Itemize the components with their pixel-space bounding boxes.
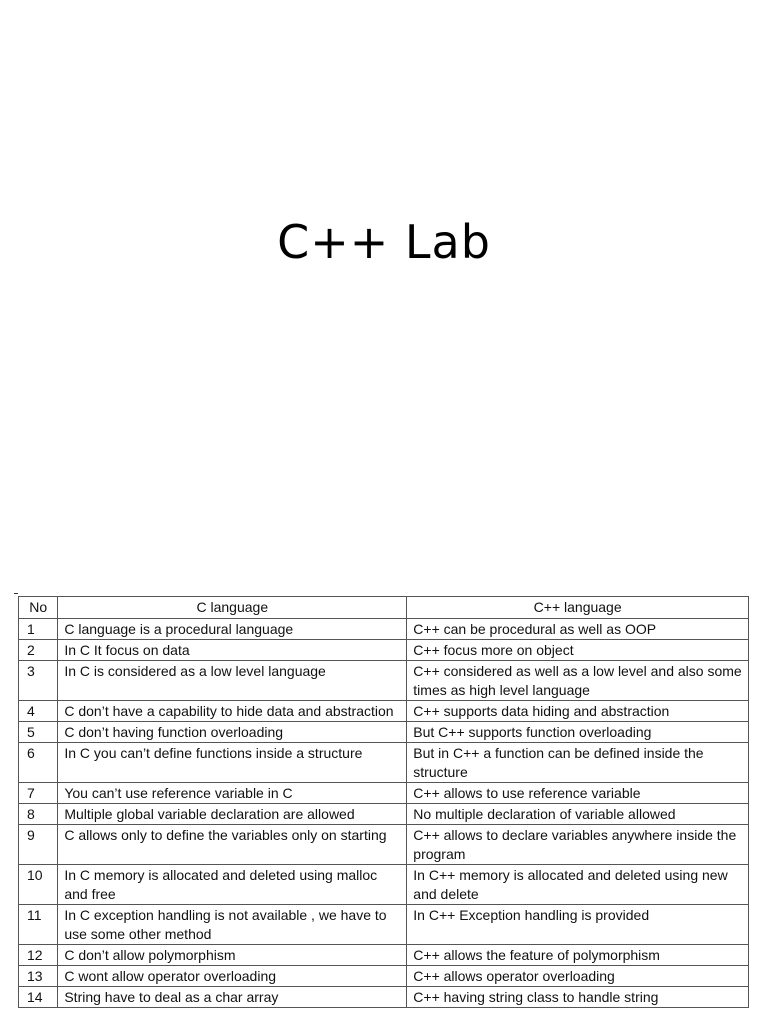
slide-title: C++ Lab bbox=[277, 215, 491, 269]
table-row bbox=[19, 865, 749, 905]
cpp-language-cell: C++ allows to declare variables anywhere inside the program bbox=[407, 825, 749, 865]
cpp-language-cell: In C++ Exception handling is provided bbox=[407, 905, 749, 945]
table-row bbox=[19, 966, 749, 987]
row-number: 2 bbox=[19, 640, 58, 661]
row-number: 7 bbox=[19, 783, 58, 804]
row-number: 9 bbox=[19, 825, 58, 865]
table-corner-mark bbox=[14, 593, 18, 594]
c-language-cell: C wont allow operator overloading bbox=[58, 966, 407, 987]
table-row bbox=[19, 825, 749, 865]
table-row bbox=[19, 987, 749, 1008]
row-number: 3 bbox=[19, 661, 58, 701]
c-language-cell: In C exception handling is not available , we have to use some other method bbox=[58, 905, 407, 945]
cpp-language-cell: C++ allows to use reference variable bbox=[407, 783, 749, 804]
table-row bbox=[19, 722, 749, 743]
comparison-table bbox=[18, 596, 749, 1008]
cpp-language-cell: C++ considered as well as a low level and also some times as high level language bbox=[407, 661, 749, 701]
row-number: 10 bbox=[19, 865, 58, 905]
c-language-cell: Multiple global variable declaration are allowed bbox=[58, 804, 407, 825]
table-header-row bbox=[19, 597, 749, 619]
row-number: 1 bbox=[19, 619, 58, 640]
row-number: 14 bbox=[19, 987, 58, 1008]
row-number: 11 bbox=[19, 905, 58, 945]
table-row bbox=[19, 905, 749, 945]
table-row bbox=[19, 743, 749, 783]
row-number: 6 bbox=[19, 743, 58, 783]
cpp-language-cell: But in C++ a function can be defined inside the structure bbox=[407, 743, 749, 783]
table-row bbox=[19, 804, 749, 825]
cpp-language-cell: C++ supports data hiding and abstraction bbox=[407, 701, 749, 722]
c-language-cell: You can’t use reference variable in C bbox=[58, 783, 407, 804]
cpp-language-cell: C++ focus more on object bbox=[407, 640, 749, 661]
c-language-cell: C language is a procedural language bbox=[58, 619, 407, 640]
row-number: 13 bbox=[19, 966, 58, 987]
table-row bbox=[19, 619, 749, 640]
row-number: 12 bbox=[19, 945, 58, 966]
cpp-language-cell: C++ having string class to handle string bbox=[407, 987, 749, 1008]
cpp-language-cell: In C++ memory is allocated and deleted using new and delete bbox=[407, 865, 749, 905]
table-row bbox=[19, 783, 749, 804]
table-row bbox=[19, 945, 749, 966]
c-language-cell: C don’t have a capability to hide data and abstraction bbox=[58, 701, 407, 722]
cpp-language-cell: C++ allows operator overloading bbox=[407, 966, 749, 987]
cpp-language-cell: No multiple declaration of variable allowed bbox=[407, 804, 749, 825]
header-c-language: C language bbox=[58, 597, 407, 619]
c-language-cell: In C memory is allocated and deleted using malloc and free bbox=[58, 865, 407, 905]
c-language-cell: C don’t having function overloading bbox=[58, 722, 407, 743]
table-row bbox=[19, 701, 749, 722]
c-language-cell: String have to deal as a char array bbox=[58, 987, 407, 1008]
header-cpp-language: C++ language bbox=[407, 597, 749, 619]
cpp-language-cell: C++ allows the feature of polymorphism bbox=[407, 945, 749, 966]
row-number: 5 bbox=[19, 722, 58, 743]
c-language-cell: In C you can’t define functions inside a structure bbox=[58, 743, 407, 783]
c-language-cell: In C is considered as a low level language bbox=[58, 661, 407, 701]
row-number: 4 bbox=[19, 701, 58, 722]
c-language-cell: C don’t allow polymorphism bbox=[58, 945, 407, 966]
table-row bbox=[19, 661, 749, 701]
cpp-language-cell: C++ can be procedural as well as OOP bbox=[407, 619, 749, 640]
cpp-language-cell: But C++ supports function overloading bbox=[407, 722, 749, 743]
table-row bbox=[19, 640, 749, 661]
header-no: No bbox=[19, 597, 58, 619]
c-language-cell: In C It focus on data bbox=[58, 640, 407, 661]
row-number: 8 bbox=[19, 804, 58, 825]
c-language-cell: C allows only to define the variables only on starting bbox=[58, 825, 407, 865]
